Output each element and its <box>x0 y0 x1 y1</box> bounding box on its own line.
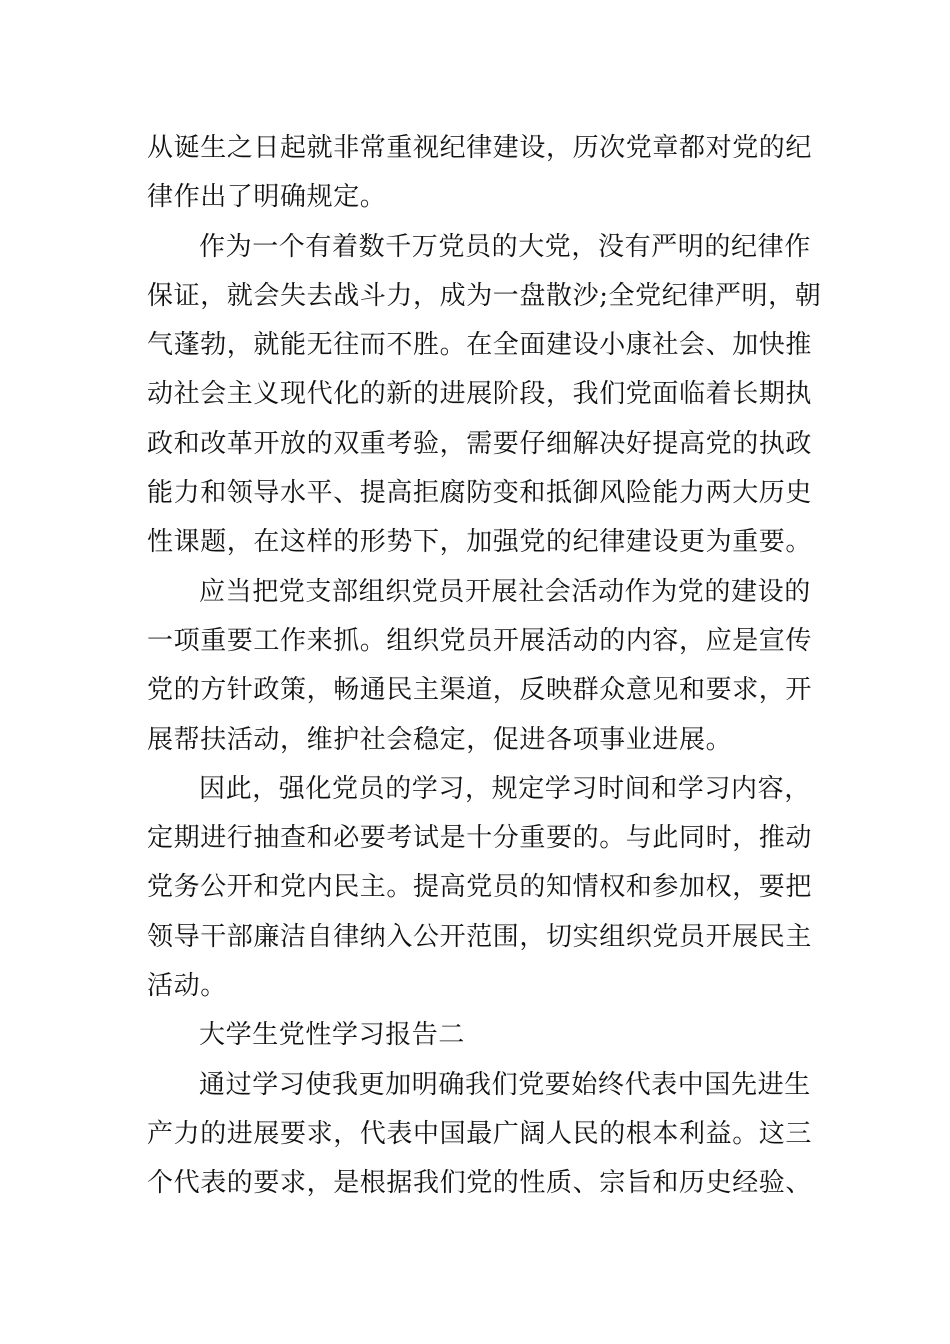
paragraph-line: 个代表的要求，是根据我们党的性质、宗旨和历史经验、 <box>147 1168 813 1199</box>
paragraph-line: 从诞生之日起就非常重视纪律建设，历次党章都对党的纪 <box>147 133 813 163</box>
paragraph-line: 党的方针政策，畅通民主渠道，反映群众意见和要求，开 <box>147 675 813 706</box>
paragraph-5 <box>147 1061 813 1209</box>
paragraph-2 <box>147 223 822 568</box>
paragraph-line: 性课题，在这样的形势下，加强党的纪律建设更为重要。 <box>147 527 813 558</box>
paragraph-line: 能力和领导水平、提高拒腐防变和抵御风险能力两大历史 <box>147 478 813 509</box>
paragraph-3 <box>147 568 813 765</box>
paragraph-line: 党务公开和党内民主。提高党员的知情权和参加权，要把 <box>147 872 813 903</box>
paragraph-line: 领导干部廉洁自律纳入公开范围，切实组织党员开展民主 <box>147 921 813 952</box>
section-heading: 大学生党性学习报告二 <box>199 1020 466 1051</box>
paragraph-line: 应当把党支部组织党员开展社会活动作为党的建设的 <box>199 576 811 607</box>
paragraph-line: 律作出了明确规定。 <box>147 182 387 213</box>
paragraph-line: 因此，强化党员的学习，规定学习时间和学习内容， <box>199 773 811 804</box>
document-body <box>147 124 822 1209</box>
paragraph-line: 展帮扶活动，维护社会稳定，促进各项事业进展。 <box>147 724 733 755</box>
paragraph-line: 通过学习使我更加明确我们党要始终代表中国先进生 <box>199 1069 811 1100</box>
paragraph-line: 产力的进展要求，代表中国最广阔人民的根本利益。这三 <box>147 1118 813 1149</box>
paragraph-4 <box>147 765 813 1011</box>
paragraph-line: 作为一个有着数千万党员的大党，没有严明的纪律作 <box>199 231 811 262</box>
paragraph-line: 一项重要工作来抓。组织党员开展活动的内容，应是宣传 <box>147 625 813 656</box>
paragraph-1 <box>147 124 813 223</box>
paragraph-line: 保证，就会失去战斗力，成为一盘散沙;全党纪律严明，朝 <box>147 280 822 311</box>
paragraph-line: 定期进行抽查和必要考试是十分重要的。与此同时，推动 <box>147 823 813 854</box>
paragraph-line: 动社会主义现代化的新的进展阶段，我们党面临着长期执 <box>147 379 813 410</box>
paragraph-line: 气蓬勃，就能无往而不胜。在全面建设小康社会、加快推 <box>147 330 813 361</box>
paragraph-line: 政和改革开放的双重考验，需要仔细解决好提高党的执政 <box>147 428 813 459</box>
paragraph-line: 活动。 <box>147 971 227 1002</box>
